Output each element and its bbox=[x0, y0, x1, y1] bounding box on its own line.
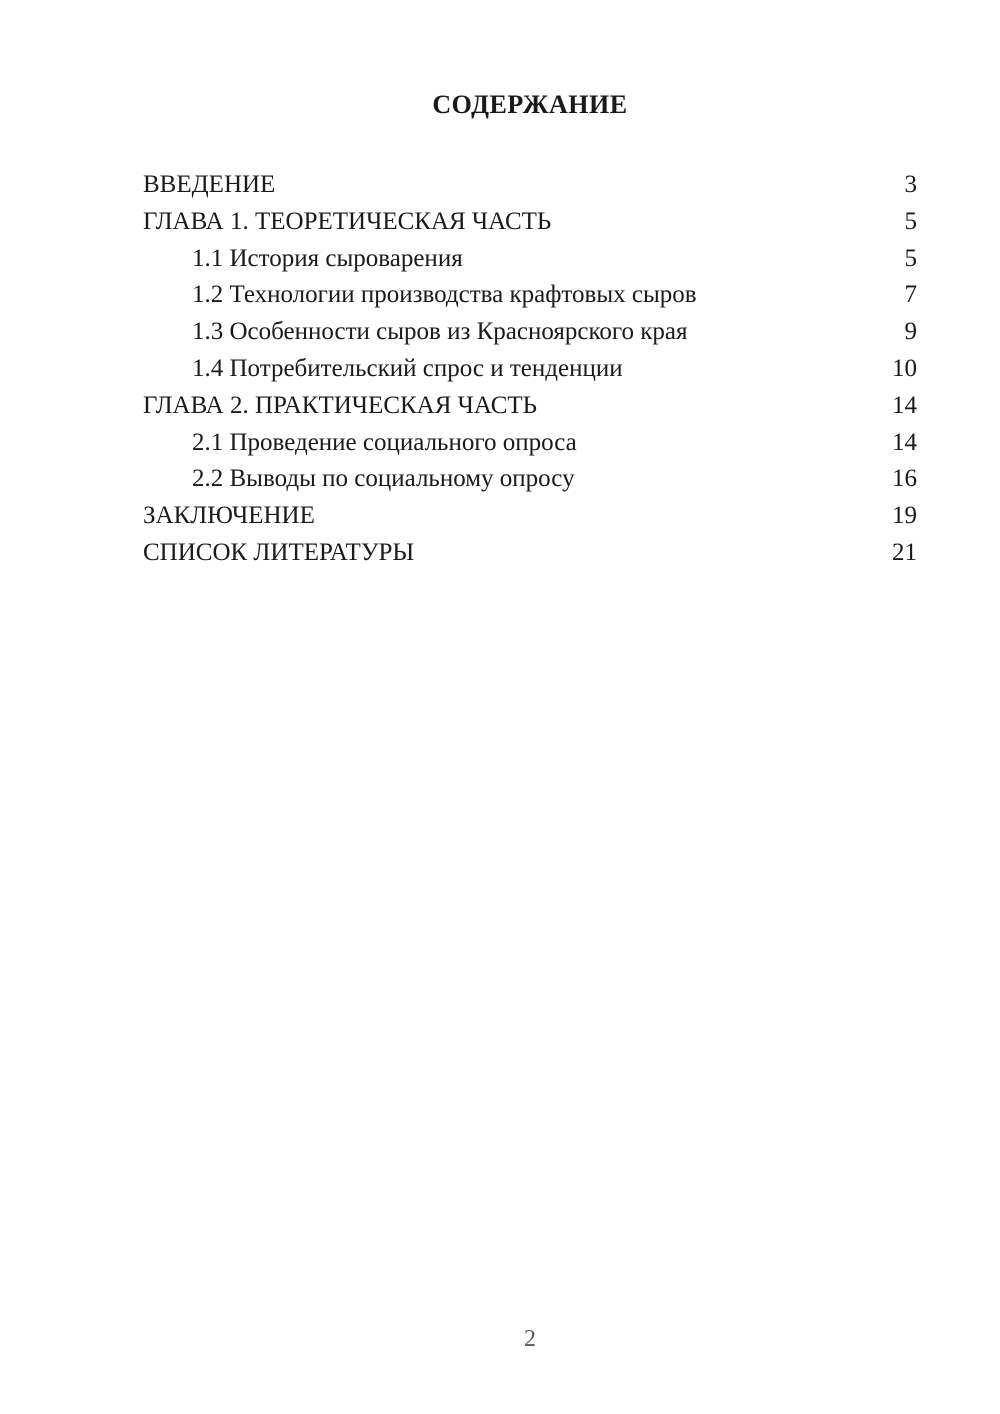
toc-entry-page: 5 bbox=[904, 207, 917, 235]
toc-entry-page: 19 bbox=[892, 502, 917, 530]
toc-entry-label: 1.4 Потребительский спрос и тенденции bbox=[192, 354, 623, 382]
toc-entry-label: 1.1 История сыроварения bbox=[192, 244, 463, 272]
toc-entry-label: 1.3 Особенности сыров из Красноярского края bbox=[192, 318, 688, 346]
toc-entry-page: 14 bbox=[892, 391, 917, 419]
toc-entry bbox=[143, 388, 917, 425]
toc-entry-label: ГЛАВА 1. ТЕОРЕТИЧЕСКАЯ ЧАСТЬ bbox=[143, 207, 552, 235]
toc-entry-label: ВВЕДЕНИЕ bbox=[143, 171, 276, 198]
toc-entry-label: 1.2 Технологии производства крафтовых сыров bbox=[192, 281, 697, 309]
toc-entry-page: 21 bbox=[892, 538, 917, 566]
toc-entry bbox=[143, 351, 917, 388]
toc-entry bbox=[143, 204, 917, 241]
toc-entry bbox=[143, 241, 917, 278]
toc-entry-page: 14 bbox=[892, 428, 917, 456]
toc-entry-page: 5 bbox=[904, 244, 917, 272]
table-of-contents bbox=[143, 167, 917, 572]
toc-entry bbox=[143, 461, 917, 498]
toc-entry-label: ГЛАВА 2. ПРАКТИЧЕСКАЯ ЧАСТЬ bbox=[143, 391, 538, 419]
toc-entry-label: СПИСОК ЛИТЕРАТУРЫ bbox=[143, 538, 415, 566]
toc-entry-page: 3 bbox=[904, 171, 917, 198]
toc-entry bbox=[143, 277, 917, 314]
toc-entry-page: 7 bbox=[904, 281, 917, 309]
toc-entry-page: 9 bbox=[904, 318, 917, 346]
toc-entry bbox=[143, 425, 917, 462]
toc-entry-label: 2.2 Выводы по социальному опросу bbox=[192, 465, 575, 493]
toc-entry bbox=[143, 535, 917, 572]
toc-entry bbox=[143, 314, 917, 351]
page-title: СОДЕРЖАНИЕ bbox=[432, 90, 628, 119]
toc-entry-page: 10 bbox=[892, 354, 917, 382]
toc-entry bbox=[143, 167, 917, 204]
toc-entry-page: 16 bbox=[892, 465, 917, 493]
footer-page-number: 2 bbox=[524, 1326, 536, 1352]
toc-entry-label: 2.1 Проведение социального опроса bbox=[192, 428, 577, 456]
toc-entry bbox=[143, 498, 917, 535]
toc-entry-label: ЗАКЛЮЧЕНИЕ bbox=[143, 502, 315, 530]
